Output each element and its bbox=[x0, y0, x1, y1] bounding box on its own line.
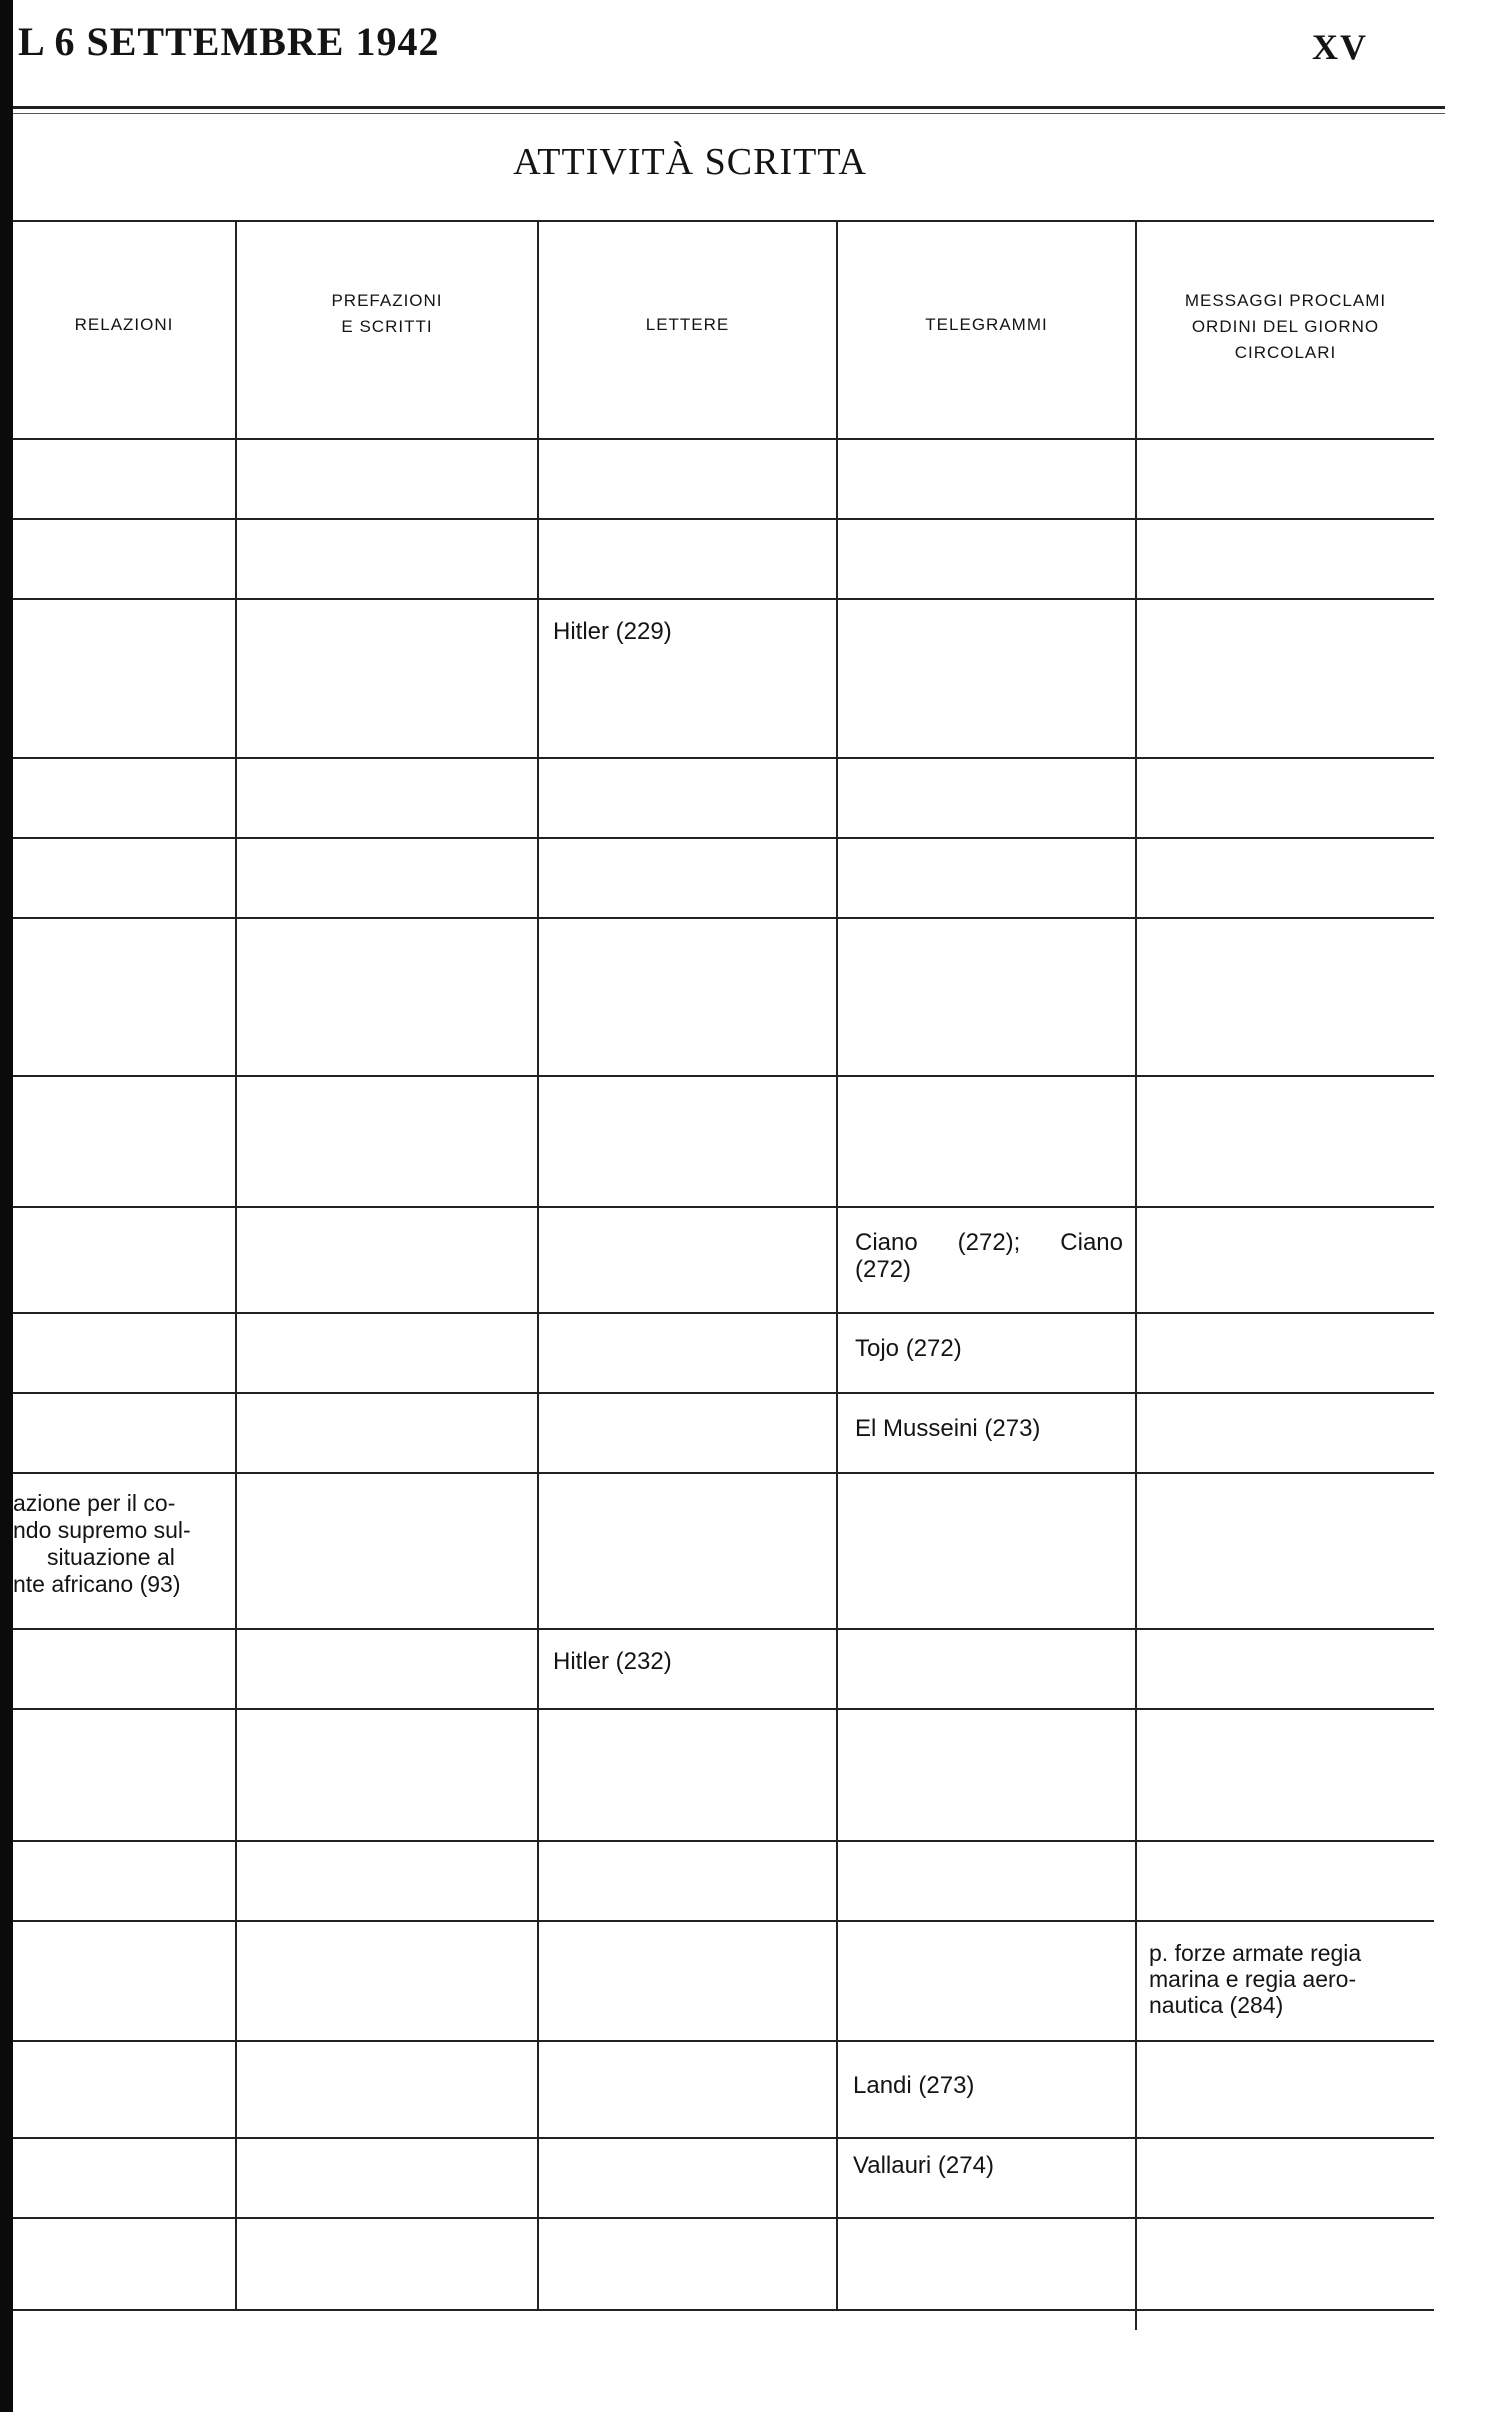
row-rule bbox=[13, 1206, 1434, 1208]
column-rule bbox=[836, 220, 838, 2310]
row-rule bbox=[13, 837, 1434, 839]
entry-line: Ciano (272); Ciano bbox=[855, 1229, 1123, 1256]
entry-line: marina e regia aero- bbox=[1149, 1966, 1357, 1992]
header-rule bbox=[13, 106, 1445, 109]
row-rule bbox=[13, 1472, 1434, 1474]
row-rule bbox=[13, 917, 1434, 919]
column-header-relazioni: RELAZIONI bbox=[74, 315, 174, 334]
row-rule bbox=[13, 2137, 1434, 2139]
entry-line: ndo supremo sul- bbox=[13, 1517, 191, 1543]
column-header-line: PREFAZIONI bbox=[331, 291, 443, 310]
column-rule bbox=[537, 220, 539, 2310]
column-header-line: CIRCOLARI bbox=[1234, 343, 1337, 362]
telegrammi-entry: Landi (273) bbox=[853, 2072, 975, 2099]
telegrammi-entry: Vallauri (274) bbox=[853, 2152, 994, 2179]
row-rule bbox=[13, 1840, 1434, 1842]
header-rule-thin bbox=[13, 113, 1445, 114]
column-header-prefazioni bbox=[237, 288, 537, 340]
telegrammi-entry bbox=[855, 1229, 1123, 1256]
row-rule bbox=[13, 1920, 1434, 1922]
row-rule bbox=[13, 757, 1434, 759]
page-number: XV bbox=[1312, 27, 1368, 67]
column-rule bbox=[1135, 220, 1137, 2330]
entry-line: situazione al bbox=[47, 1544, 175, 1570]
row-rule bbox=[13, 1708, 1434, 1710]
row-rule bbox=[13, 438, 1434, 440]
messaggi-entry bbox=[1149, 1940, 1421, 2018]
telegrammi-entry-cont: (272) bbox=[855, 1256, 912, 1283]
entry-line: p. forze armate regia bbox=[1149, 1940, 1362, 1966]
row-rule bbox=[13, 2040, 1434, 2042]
telegrammi-entry: Tojo (272) bbox=[855, 1335, 962, 1362]
running-head: L 6 SETTEMBRE 1942 bbox=[18, 19, 440, 64]
row-rule bbox=[13, 518, 1434, 520]
row-rule bbox=[13, 1075, 1434, 1077]
entry-line: azione per il co- bbox=[13, 1490, 176, 1516]
column-header-lettere: LETTERE bbox=[645, 315, 730, 334]
column-header-line: MESSAGGI PROCLAMI bbox=[1184, 291, 1387, 310]
lettere-entry: Hitler (229) bbox=[553, 618, 672, 645]
entry-line: nautica (284) bbox=[1149, 1992, 1284, 2018]
entry-line: nte africano (93) bbox=[13, 1571, 181, 1597]
lettere-entry: Hitler (232) bbox=[553, 1648, 672, 1675]
column-header-line: ORDINI DEL GIORNO bbox=[1191, 317, 1380, 336]
column-rule bbox=[235, 220, 237, 2310]
row-rule bbox=[13, 2217, 1434, 2219]
row-rule bbox=[13, 1628, 1434, 1630]
telegrammi-entry: El Musseini (273) bbox=[855, 1415, 1041, 1442]
relazioni-entry bbox=[13, 1490, 217, 1598]
row-rule bbox=[13, 1312, 1434, 1314]
binding-edge bbox=[0, 0, 13, 2412]
row-rule bbox=[13, 598, 1434, 600]
column-header-messaggi bbox=[1137, 288, 1434, 366]
section-title: ATTIVITÀ SCRITTA bbox=[513, 141, 867, 183]
table-bottom-border bbox=[13, 2309, 1434, 2311]
column-header-line: E SCRITTI bbox=[341, 317, 433, 336]
table-top-border bbox=[13, 220, 1434, 222]
row-rule bbox=[13, 1392, 1434, 1394]
column-header-telegrammi: TELEGRAMMI bbox=[925, 315, 1048, 334]
